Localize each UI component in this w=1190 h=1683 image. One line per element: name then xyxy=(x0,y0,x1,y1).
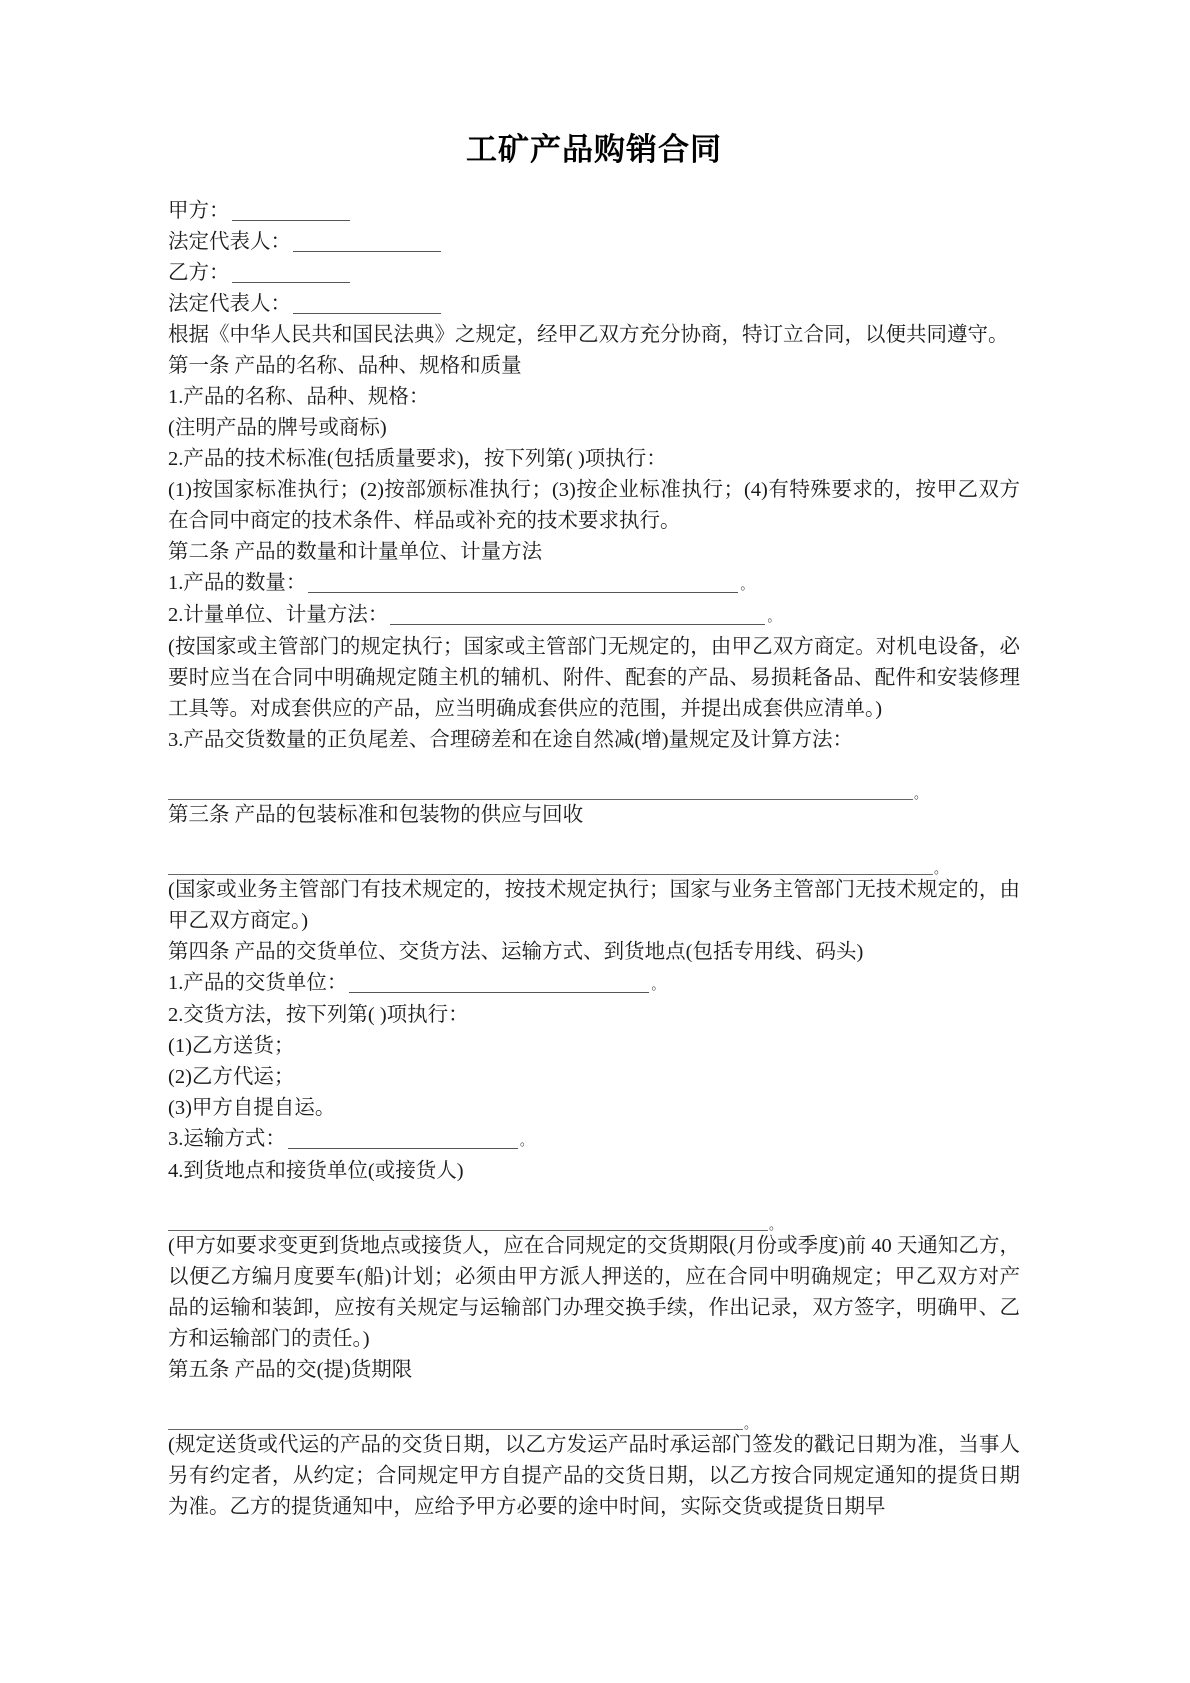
party-a-blank[interactable] xyxy=(232,200,350,220)
article-4-note: (甲方如要求变更到货地点或接货人，应在合同规定的交货期限(月份或季度)前 40 天通知乙方，以便乙方编月度要车(船)计划；必须由甲方派人押送的，应在合同中明确规定；甲乙双方对产品的运输和装卸，应按有关规定与运输部门办理交换手续，作出记录，双方签字，明确甲、乙方和运输部门的责任。) xyxy=(168,1235,1020,1350)
page-title: 工矿产品购销合同 xyxy=(466,132,722,167)
party-b-blank[interactable] xyxy=(232,262,350,282)
article-4-transport-line xyxy=(168,1124,1020,1156)
article-2-quantity-line xyxy=(168,568,1020,600)
period-mark: 。 xyxy=(519,1133,533,1148)
article-2-note: (按国家或主管部门的规定执行；国家或主管部门无规定的，由甲乙双方商定。对机电设备，必要时应当在合同中明确规定随主机的辅机、附件、配套的产品、易损耗备品、配件和安装修理工具等。对成套供应的产品，应当明确成套供应的范围，并提出成套供应清单。) xyxy=(168,636,1020,720)
party-b-rep-blank[interactable] xyxy=(293,293,441,313)
period-mark: 。 xyxy=(651,977,665,992)
period-mark: 。 xyxy=(914,786,928,801)
party-b-rep-label: 法定代表人： xyxy=(168,293,291,315)
period-mark: 。 xyxy=(769,1217,783,1232)
article-4-method-option-1: (1)乙方送货； xyxy=(168,1035,295,1057)
article-2-unit-blank[interactable] xyxy=(390,604,765,624)
party-b-label: 乙方： xyxy=(168,262,230,284)
article-4-transport-label: 3.运输方式： xyxy=(168,1128,286,1150)
article-4-heading: 第四条 产品的交货单位、交货方法、运输方式、到货地点(包括专用线、码头) xyxy=(168,941,864,963)
article-3-note: (国家或业务主管部门有技术规定的，按技术规定执行；国家与业务主管部门无技术规定的，由甲乙双方商定。) xyxy=(168,879,1020,932)
article-4-destination-blank-line xyxy=(168,1187,1020,1231)
document-body xyxy=(168,130,1020,1523)
article-3-heading: 第三条 产品的包装标准和包装物的供应与回收 xyxy=(168,804,584,826)
article-4-deliver-unit-label: 1.产品的交货单位： xyxy=(168,972,348,994)
article-2-heading: 第二条 产品的数量和计量单位、计量方法 xyxy=(168,541,543,563)
article-5-blank-line xyxy=(168,1386,1020,1430)
article-5-note: (规定送货或代运的产品的交货日期，以乙方发运产品时承运部门签发的戳记日期为准，当事人另有约定者，从约定；合同规定甲方自提产品的交货日期，以乙方按合同规定通知的提货日期为准。乙方的提货通知中，应给予甲方必要的途中时间，实际交货或提货日期早 xyxy=(168,1434,1020,1518)
article-1-item-1: 1.产品的名称、品种、规格： xyxy=(168,386,430,408)
period-mark: 。 xyxy=(744,1416,758,1431)
article-4-deliver-unit-blank[interactable] xyxy=(349,972,649,992)
article-1-heading: 第一条 产品的名称、品种、规格和质量 xyxy=(168,355,522,377)
article-2-quantity-blank[interactable] xyxy=(308,572,738,592)
article-2-quantity-label: 1.产品的数量： xyxy=(168,572,307,594)
article-4-method-option-3: (3)甲方自提自运。 xyxy=(168,1097,336,1119)
article-4-deliver-unit-line xyxy=(168,968,1020,1000)
article-2-unit-label: 2.计量单位、计量方法： xyxy=(168,604,389,626)
article-2-tolerance-label: 3.产品交货数量的正负尾差、合理磅差和在途自然减(增)量规定及计算方法： xyxy=(168,729,854,751)
article-4-method-label: 2.交货方法，按下列第( )项执行： xyxy=(168,1004,469,1026)
article-4-transport-blank[interactable] xyxy=(288,1128,518,1148)
party-a-rep-line xyxy=(168,227,1020,258)
period-mark: 。 xyxy=(767,609,781,624)
party-a-line xyxy=(168,196,1020,227)
article-4-destination-label: 4.到货地点和接货单位(或接货人) xyxy=(168,1160,464,1182)
party-a-label: 甲方： xyxy=(168,200,230,222)
period-mark: 。 xyxy=(740,577,754,592)
article-1-item-2: 2.产品的技术标准(包括质量要求)，按下列第( )项执行： xyxy=(168,448,667,470)
article-1-item-options: (1)按国家标准执行；(2)按部颁标准执行；(3)按企业标准执行；(4)有特殊要求的，按甲乙双方在合同中商定的技术条件、样品或补充的技术要求执行。 xyxy=(168,479,1020,532)
preamble-paragraph: 根据《中华人民共和国民法典》之规定，经甲乙双方充分协商，特订立合同，以便共同遵守。 xyxy=(168,324,1009,346)
party-b-rep-line xyxy=(168,289,1020,320)
period-mark: 。 xyxy=(934,861,948,876)
article-4-method-option-2: (2)乙方代运； xyxy=(168,1066,295,1088)
party-a-rep-label: 法定代表人： xyxy=(168,231,291,253)
article-2-tolerance-blank-line xyxy=(168,756,1020,800)
party-b-line xyxy=(168,258,1020,289)
article-1-item-note: (注明产品的牌号或商标) xyxy=(168,417,387,439)
article-5-heading: 第五条 产品的交(提)货期限 xyxy=(168,1359,413,1381)
article-2-unit-line xyxy=(168,600,1020,632)
party-a-rep-blank[interactable] xyxy=(293,231,441,251)
article-3-blank-line xyxy=(168,831,1020,875)
